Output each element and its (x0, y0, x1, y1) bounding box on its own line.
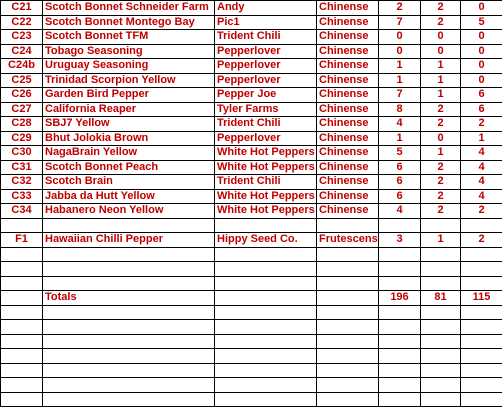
code-cell[interactable]: C34 (1, 204, 43, 219)
variety-name-cell[interactable] (43, 218, 215, 233)
code-cell[interactable] (1, 305, 43, 320)
code-cell[interactable]: C24 (1, 44, 43, 59)
table-row (1, 189, 502, 204)
source-cell[interactable] (215, 218, 317, 233)
table-row (1, 320, 502, 335)
species-cell[interactable]: Chinense (317, 131, 379, 146)
table-row (1, 363, 502, 378)
code-cell[interactable]: C23 (1, 30, 43, 45)
species-cell[interactable]: Chinense (317, 59, 379, 74)
count-a-cell[interactable]: 0 (379, 30, 421, 45)
species-cell[interactable]: Chinense (317, 73, 379, 88)
species-cell[interactable]: Chinense (317, 160, 379, 175)
table-row (1, 88, 502, 103)
source-cell[interactable]: Pepperlover (215, 44, 317, 59)
species-cell[interactable] (317, 291, 379, 306)
species-cell[interactable] (317, 363, 379, 378)
count-c-cell[interactable]: 1 (461, 131, 502, 146)
count-c-cell[interactable]: 4 (461, 160, 502, 175)
variety-name-cell[interactable]: Bhut Jolokia Brown (43, 131, 215, 146)
source-cell[interactable] (215, 276, 317, 291)
count-a-cell[interactable]: 2 (379, 1, 421, 16)
variety-name-cell[interactable] (43, 378, 215, 393)
table-row (1, 73, 502, 88)
count-c-cell[interactable] (461, 363, 502, 378)
count-a-cell[interactable] (379, 262, 421, 277)
variety-name-cell[interactable] (43, 392, 215, 407)
species-cell[interactable]: Frutescens (317, 233, 379, 248)
code-cell[interactable] (1, 378, 43, 393)
count-a-cell[interactable]: 6 (379, 160, 421, 175)
variety-name-cell[interactable] (43, 276, 215, 291)
code-cell[interactable]: C33 (1, 189, 43, 204)
count-b-cell[interactable] (421, 320, 461, 335)
code-cell[interactable] (1, 262, 43, 277)
count-b-cell[interactable] (421, 262, 461, 277)
count-b-cell[interactable]: 2 (421, 189, 461, 204)
code-cell[interactable] (1, 276, 43, 291)
species-cell[interactable] (317, 349, 379, 364)
count-b-cell[interactable]: 81 (421, 291, 461, 306)
count-a-cell[interactable] (379, 305, 421, 320)
species-cell[interactable]: Chinense (317, 175, 379, 190)
code-cell[interactable]: C22 (1, 15, 43, 30)
code-cell[interactable]: C26 (1, 88, 43, 103)
count-a-cell[interactable] (379, 349, 421, 364)
source-cell[interactable] (215, 291, 317, 306)
count-c-cell[interactable]: 2 (461, 233, 502, 248)
source-cell[interactable] (215, 320, 317, 335)
code-cell[interactable]: C31 (1, 160, 43, 175)
count-a-cell[interactable]: 1 (379, 73, 421, 88)
count-a-cell[interactable] (379, 276, 421, 291)
code-cell[interactable] (1, 320, 43, 335)
count-c-cell[interactable]: 4 (461, 175, 502, 190)
species-cell[interactable]: Chinense (317, 30, 379, 45)
count-a-cell[interactable]: 0 (379, 44, 421, 59)
count-b-cell[interactable]: 1 (421, 233, 461, 248)
count-c-cell[interactable]: 6 (461, 102, 502, 117)
table-row (1, 59, 502, 74)
count-a-cell[interactable] (379, 363, 421, 378)
species-cell[interactable]: Chinense (317, 1, 379, 16)
count-a-cell[interactable]: 7 (379, 88, 421, 103)
code-cell[interactable]: C24b (1, 59, 43, 74)
species-cell[interactable]: Chinense (317, 102, 379, 117)
count-a-cell[interactable]: 6 (379, 189, 421, 204)
count-a-cell[interactable]: 4 (379, 204, 421, 219)
count-c-cell[interactable] (461, 305, 502, 320)
count-b-cell[interactable]: 2 (421, 1, 461, 16)
species-cell[interactable] (317, 262, 379, 277)
count-c-cell[interactable] (461, 276, 502, 291)
variety-name-cell[interactable]: SBJ7 Yellow (43, 117, 215, 132)
table-row (1, 160, 502, 175)
variety-name-cell[interactable] (43, 320, 215, 335)
count-b-cell[interactable] (421, 363, 461, 378)
table-row (1, 392, 502, 407)
table-row (1, 305, 502, 320)
count-a-cell[interactable] (379, 392, 421, 407)
count-a-cell[interactable] (379, 334, 421, 349)
table-row (1, 262, 502, 277)
count-a-cell[interactable]: 196 (379, 291, 421, 306)
count-b-cell[interactable]: 1 (421, 73, 461, 88)
source-cell[interactable] (215, 334, 317, 349)
variety-name-cell[interactable]: Hawaiian Chilli Pepper (43, 233, 215, 248)
source-cell[interactable] (215, 262, 317, 277)
species-cell[interactable]: Chinense (317, 146, 379, 161)
variety-name-cell[interactable]: Garden Bird Pepper (43, 88, 215, 103)
count-b-cell[interactable] (421, 349, 461, 364)
variety-name-cell[interactable]: Scotch Bonnet Peach (43, 160, 215, 175)
variety-name-cell[interactable]: Jabba da Hutt Yellow (43, 189, 215, 204)
table-row (1, 233, 502, 248)
variety-name-cell[interactable]: Scotch Bonnet TFM (43, 30, 215, 45)
count-c-cell[interactable] (461, 247, 502, 262)
source-cell[interactable] (215, 349, 317, 364)
species-cell[interactable] (317, 320, 379, 335)
count-c-cell[interactable]: 2 (461, 204, 502, 219)
code-cell[interactable] (1, 349, 43, 364)
count-c-cell[interactable] (461, 218, 502, 233)
variety-name-cell[interactable]: Scotch Bonnet Schneider Farm (43, 1, 215, 16)
species-cell[interactable]: Chinense (317, 189, 379, 204)
count-a-cell[interactable]: 6 (379, 175, 421, 190)
count-c-cell[interactable] (461, 262, 502, 277)
code-cell[interactable]: C21 (1, 1, 43, 16)
count-a-cell[interactable] (379, 320, 421, 335)
variety-name-cell[interactable]: Scotch Brain (43, 175, 215, 190)
variety-name-cell[interactable] (43, 262, 215, 277)
table-row (1, 175, 502, 190)
source-cell[interactable]: Pepper Joe (215, 88, 317, 103)
count-b-cell[interactable]: 1 (421, 59, 461, 74)
count-a-cell[interactable]: 7 (379, 15, 421, 30)
table-row (1, 247, 502, 262)
count-b-cell[interactable]: 2 (421, 102, 461, 117)
count-c-cell[interactable]: 0 (461, 59, 502, 74)
count-c-cell[interactable]: 0 (461, 1, 502, 16)
source-cell[interactable]: White Hot Peppers (215, 189, 317, 204)
species-cell[interactable]: Chinense (317, 117, 379, 132)
table-row (1, 44, 502, 59)
species-cell[interactable] (317, 247, 379, 262)
count-c-cell[interactable] (461, 378, 502, 393)
source-cell[interactable] (215, 363, 317, 378)
code-cell[interactable]: C25 (1, 73, 43, 88)
count-c-cell[interactable]: 115 (461, 291, 502, 306)
table-row (1, 30, 502, 45)
species-cell[interactable] (317, 334, 379, 349)
species-cell[interactable] (317, 378, 379, 393)
code-cell[interactable] (1, 218, 43, 233)
table-row (1, 204, 502, 219)
table-row (1, 378, 502, 393)
source-cell[interactable]: Trident Chili (215, 30, 317, 45)
count-b-cell[interactable]: 1 (421, 146, 461, 161)
count-b-cell[interactable] (421, 334, 461, 349)
count-b-cell[interactable]: 2 (421, 204, 461, 219)
count-b-cell[interactable]: 2 (421, 117, 461, 132)
source-cell[interactable]: Trident Chili (215, 175, 317, 190)
source-cell[interactable]: White Hot Peppers (215, 146, 317, 161)
source-cell[interactable] (215, 392, 317, 407)
source-cell[interactable]: Tyler Farms (215, 102, 317, 117)
code-cell[interactable] (1, 291, 43, 306)
table-row (1, 218, 502, 233)
table-row (1, 276, 502, 291)
table-row (1, 291, 502, 306)
code-cell[interactable]: C29 (1, 131, 43, 146)
count-b-cell[interactable]: 1 (421, 88, 461, 103)
species-cell[interactable] (317, 218, 379, 233)
count-c-cell[interactable] (461, 334, 502, 349)
count-c-cell[interactable] (461, 349, 502, 364)
count-b-cell[interactable] (421, 392, 461, 407)
variety-name-cell[interactable]: California Reaper (43, 102, 215, 117)
code-cell[interactable]: C28 (1, 117, 43, 132)
source-cell[interactable]: Pepperlover (215, 131, 317, 146)
variety-name-cell[interactable]: Tobago Seasoning (43, 44, 215, 59)
count-b-cell[interactable] (421, 218, 461, 233)
count-c-cell[interactable]: 0 (461, 44, 502, 59)
count-b-cell[interactable] (421, 305, 461, 320)
variety-name-cell[interactable] (43, 247, 215, 262)
table-row (1, 349, 502, 364)
count-a-cell[interactable] (379, 218, 421, 233)
count-a-cell[interactable]: 8 (379, 102, 421, 117)
count-b-cell[interactable]: 2 (421, 160, 461, 175)
count-b-cell[interactable]: 0 (421, 30, 461, 45)
variety-name-cell[interactable]: Habanero Neon Yellow (43, 204, 215, 219)
count-c-cell[interactable]: 5 (461, 15, 502, 30)
species-cell[interactable] (317, 305, 379, 320)
count-a-cell[interactable]: 3 (379, 233, 421, 248)
source-cell[interactable]: Andy (215, 1, 317, 16)
source-cell[interactable]: Pepperlover (215, 59, 317, 74)
code-cell[interactable]: C32 (1, 175, 43, 190)
source-cell[interactable] (215, 305, 317, 320)
code-cell[interactable] (1, 334, 43, 349)
table-row (1, 334, 502, 349)
source-cell[interactable]: Hippy Seed Co. (215, 233, 317, 248)
source-cell[interactable] (215, 378, 317, 393)
code-cell[interactable]: C27 (1, 102, 43, 117)
species-cell[interactable]: Chinense (317, 88, 379, 103)
code-cell[interactable] (1, 247, 43, 262)
code-cell[interactable]: F1 (1, 233, 43, 248)
count-b-cell[interactable]: 0 (421, 131, 461, 146)
count-a-cell[interactable] (379, 378, 421, 393)
variety-name-cell[interactable] (43, 363, 215, 378)
count-a-cell[interactable]: 4 (379, 117, 421, 132)
source-cell[interactable]: Pic1 (215, 15, 317, 30)
source-cell[interactable]: White Hot Peppers (215, 160, 317, 175)
species-cell[interactable] (317, 276, 379, 291)
count-c-cell[interactable] (461, 320, 502, 335)
variety-name-cell[interactable] (43, 349, 215, 364)
variety-name-cell[interactable]: NagaBrain Yellow (43, 146, 215, 161)
species-cell[interactable]: Chinense (317, 15, 379, 30)
count-a-cell[interactable]: 1 (379, 131, 421, 146)
table-row (1, 15, 502, 30)
count-c-cell[interactable]: 2 (461, 117, 502, 132)
table-row (1, 146, 502, 161)
count-a-cell[interactable]: 5 (379, 146, 421, 161)
variety-name-cell[interactable]: Totals (43, 291, 215, 306)
table-row (1, 1, 502, 16)
source-cell[interactable]: Pepperlover (215, 73, 317, 88)
variety-name-cell[interactable]: Uruguay Seasoning (43, 59, 215, 74)
table-row (1, 102, 502, 117)
count-b-cell[interactable]: 2 (421, 15, 461, 30)
count-c-cell[interactable] (461, 392, 502, 407)
count-a-cell[interactable] (379, 247, 421, 262)
variety-name-cell[interactable]: Trinidad Scorpion Yellow (43, 73, 215, 88)
variety-name-cell[interactable] (43, 305, 215, 320)
source-cell[interactable] (215, 247, 317, 262)
sheet-body (1, 1, 502, 407)
code-cell[interactable] (1, 392, 43, 407)
count-b-cell[interactable] (421, 378, 461, 393)
code-cell[interactable]: C30 (1, 146, 43, 161)
source-cell[interactable]: White Hot Peppers (215, 204, 317, 219)
count-c-cell[interactable]: 0 (461, 30, 502, 45)
table-row (1, 117, 502, 132)
variety-name-cell[interactable] (43, 334, 215, 349)
count-a-cell[interactable]: 1 (379, 59, 421, 74)
table-row (1, 131, 502, 146)
source-cell[interactable]: Trident Chili (215, 117, 317, 132)
count-c-cell[interactable]: 4 (461, 146, 502, 161)
code-cell[interactable] (1, 363, 43, 378)
variety-name-cell[interactable]: Scotch Bonnet Montego Bay (43, 15, 215, 30)
count-b-cell[interactable]: 2 (421, 175, 461, 190)
count-c-cell[interactable]: 0 (461, 73, 502, 88)
count-c-cell[interactable]: 6 (461, 88, 502, 103)
species-cell[interactable]: Chinense (317, 44, 379, 59)
count-b-cell[interactable]: 0 (421, 44, 461, 59)
species-cell[interactable] (317, 392, 379, 407)
count-b-cell[interactable] (421, 276, 461, 291)
count-b-cell[interactable] (421, 247, 461, 262)
species-cell[interactable]: Chinense (317, 204, 379, 219)
count-c-cell[interactable]: 4 (461, 189, 502, 204)
